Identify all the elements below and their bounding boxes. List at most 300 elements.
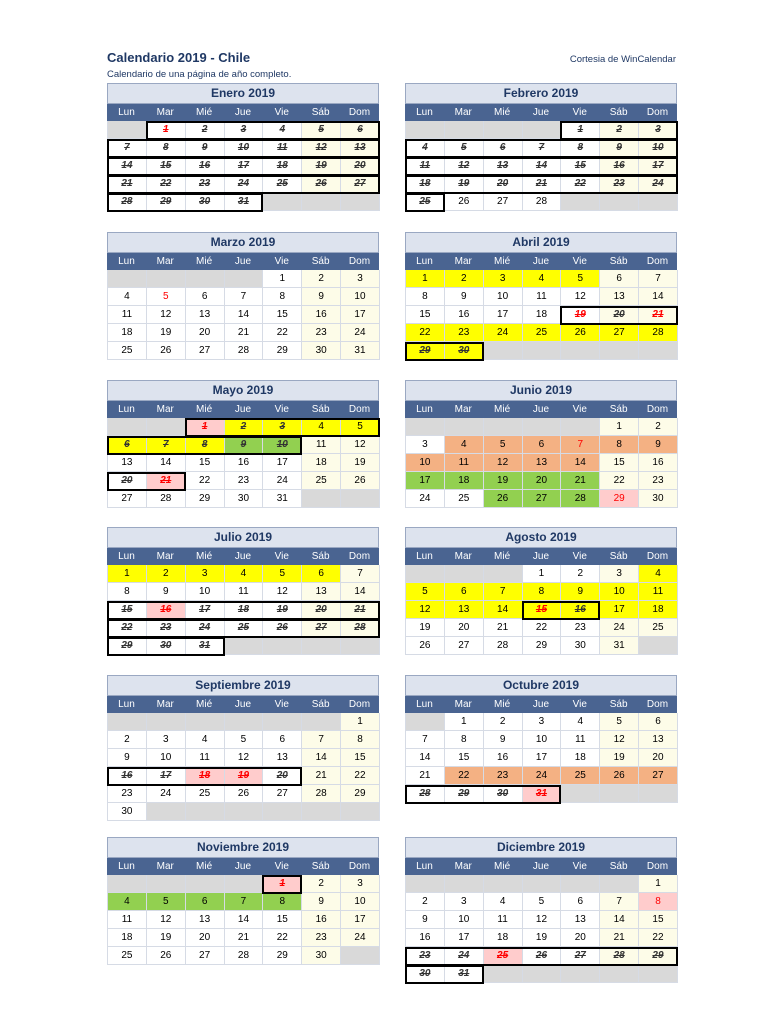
day-cell[interactable]: 17 bbox=[523, 749, 562, 767]
day-cell[interactable]: 26 bbox=[561, 324, 600, 342]
day-cell[interactable]: 25 bbox=[108, 342, 147, 360]
day-cell[interactable]: 8 bbox=[186, 436, 225, 454]
day-cell[interactable]: 29 bbox=[523, 637, 562, 655]
day-cell[interactable]: 9 bbox=[108, 749, 147, 767]
day-cell[interactable]: 11 bbox=[445, 454, 484, 472]
day-cell[interactable]: 23 bbox=[108, 785, 147, 803]
day-cell[interactable]: 28 bbox=[147, 490, 186, 508]
day-cell[interactable]: 1 bbox=[600, 418, 639, 436]
day-cell[interactable]: 26 bbox=[523, 947, 562, 965]
day-cell[interactable]: 9 bbox=[302, 288, 341, 306]
day-cell[interactable]: 22 bbox=[445, 767, 484, 785]
day-cell[interactable]: 6 bbox=[600, 270, 639, 288]
day-cell[interactable]: 3 bbox=[639, 121, 678, 139]
day-cell[interactable]: 28 bbox=[600, 947, 639, 965]
day-cell[interactable]: 6 bbox=[484, 139, 523, 157]
day-cell[interactable]: 20 bbox=[484, 175, 523, 193]
day-cell[interactable]: 22 bbox=[186, 472, 225, 490]
day-cell[interactable]: 27 bbox=[186, 947, 225, 965]
day-cell[interactable]: 29 bbox=[406, 342, 445, 360]
day-cell[interactable]: 23 bbox=[445, 324, 484, 342]
day-cell[interactable]: 14 bbox=[225, 911, 264, 929]
day-cell[interactable]: 24 bbox=[341, 324, 380, 342]
day-cell[interactable]: 11 bbox=[561, 731, 600, 749]
day-cell[interactable]: 19 bbox=[147, 929, 186, 947]
day-cell[interactable]: 7 bbox=[561, 436, 600, 454]
day-cell[interactable]: 7 bbox=[302, 731, 341, 749]
day-cell[interactable]: 23 bbox=[302, 929, 341, 947]
day-cell[interactable]: 1 bbox=[523, 565, 562, 583]
day-cell[interactable]: 30 bbox=[639, 490, 678, 508]
day-cell[interactable]: 27 bbox=[561, 947, 600, 965]
day-cell[interactable]: 3 bbox=[225, 121, 264, 139]
day-cell[interactable]: 15 bbox=[600, 454, 639, 472]
day-cell[interactable]: 6 bbox=[639, 713, 678, 731]
day-cell[interactable]: 1 bbox=[108, 565, 147, 583]
day-cell[interactable]: 10 bbox=[147, 749, 186, 767]
day-cell[interactable]: 12 bbox=[263, 583, 302, 601]
day-cell[interactable]: 26 bbox=[302, 175, 341, 193]
day-cell[interactable]: 23 bbox=[147, 619, 186, 637]
day-cell[interactable]: 1 bbox=[263, 875, 302, 893]
day-cell[interactable]: 22 bbox=[523, 619, 562, 637]
day-cell[interactable]: 23 bbox=[225, 472, 264, 490]
day-cell[interactable]: 2 bbox=[445, 270, 484, 288]
day-cell[interactable]: 30 bbox=[186, 193, 225, 211]
day-cell[interactable]: 14 bbox=[600, 911, 639, 929]
day-cell[interactable]: 11 bbox=[225, 583, 264, 601]
day-cell[interactable]: 9 bbox=[484, 731, 523, 749]
day-cell[interactable]: 8 bbox=[263, 288, 302, 306]
day-cell[interactable]: 4 bbox=[484, 893, 523, 911]
day-cell[interactable]: 3 bbox=[263, 418, 302, 436]
day-cell[interactable]: 18 bbox=[523, 306, 562, 324]
day-cell[interactable]: 26 bbox=[600, 767, 639, 785]
day-cell[interactable]: 2 bbox=[561, 565, 600, 583]
day-cell[interactable]: 24 bbox=[341, 929, 380, 947]
day-cell[interactable]: 18 bbox=[302, 454, 341, 472]
day-cell[interactable]: 25 bbox=[263, 175, 302, 193]
day-cell[interactable]: 17 bbox=[147, 767, 186, 785]
day-cell[interactable]: 2 bbox=[147, 565, 186, 583]
day-cell[interactable]: 2 bbox=[302, 270, 341, 288]
day-cell[interactable]: 2 bbox=[302, 875, 341, 893]
day-cell[interactable]: 2 bbox=[406, 893, 445, 911]
day-cell[interactable]: 4 bbox=[445, 436, 484, 454]
day-cell[interactable]: 25 bbox=[445, 490, 484, 508]
day-cell[interactable]: 14 bbox=[341, 583, 380, 601]
day-cell[interactable]: 14 bbox=[523, 157, 562, 175]
day-cell[interactable]: 22 bbox=[406, 324, 445, 342]
day-cell[interactable]: 4 bbox=[186, 731, 225, 749]
day-cell[interactable]: 13 bbox=[341, 139, 380, 157]
day-cell[interactable]: 4 bbox=[561, 713, 600, 731]
day-cell[interactable]: 29 bbox=[108, 637, 147, 655]
day-cell[interactable]: 1 bbox=[341, 713, 380, 731]
day-cell[interactable]: 15 bbox=[639, 911, 678, 929]
day-cell[interactable]: 23 bbox=[600, 175, 639, 193]
day-cell[interactable]: 21 bbox=[484, 619, 523, 637]
day-cell[interactable]: 29 bbox=[600, 490, 639, 508]
day-cell[interactable]: 14 bbox=[302, 749, 341, 767]
day-cell[interactable]: 24 bbox=[600, 619, 639, 637]
day-cell[interactable]: 19 bbox=[225, 767, 264, 785]
day-cell[interactable]: 17 bbox=[639, 157, 678, 175]
day-cell[interactable]: 24 bbox=[225, 175, 264, 193]
day-cell[interactable]: 6 bbox=[108, 436, 147, 454]
day-cell[interactable]: 6 bbox=[341, 121, 380, 139]
day-cell[interactable]: 12 bbox=[406, 601, 445, 619]
day-cell[interactable]: 30 bbox=[147, 637, 186, 655]
day-cell[interactable]: 30 bbox=[302, 342, 341, 360]
day-cell[interactable]: 7 bbox=[341, 565, 380, 583]
day-cell[interactable]: 17 bbox=[225, 157, 264, 175]
day-cell[interactable]: 27 bbox=[263, 785, 302, 803]
day-cell[interactable]: 21 bbox=[523, 175, 562, 193]
day-cell[interactable]: 31 bbox=[186, 637, 225, 655]
day-cell[interactable]: 15 bbox=[406, 306, 445, 324]
day-cell[interactable]: 3 bbox=[341, 270, 380, 288]
day-cell[interactable]: 16 bbox=[561, 601, 600, 619]
day-cell[interactable]: 27 bbox=[484, 193, 523, 211]
day-cell[interactable]: 13 bbox=[639, 731, 678, 749]
day-cell[interactable]: 9 bbox=[561, 583, 600, 601]
day-cell[interactable]: 10 bbox=[639, 139, 678, 157]
day-cell[interactable]: 4 bbox=[263, 121, 302, 139]
day-cell[interactable]: 16 bbox=[302, 306, 341, 324]
day-cell[interactable]: 27 bbox=[341, 175, 380, 193]
day-cell[interactable]: 8 bbox=[639, 893, 678, 911]
day-cell[interactable]: 24 bbox=[639, 175, 678, 193]
day-cell[interactable]: 8 bbox=[147, 139, 186, 157]
day-cell[interactable]: 3 bbox=[445, 893, 484, 911]
day-cell[interactable]: 26 bbox=[225, 785, 264, 803]
day-cell[interactable]: 10 bbox=[225, 139, 264, 157]
day-cell[interactable]: 9 bbox=[445, 288, 484, 306]
day-cell[interactable]: 20 bbox=[523, 472, 562, 490]
day-cell[interactable]: 15 bbox=[561, 157, 600, 175]
day-cell[interactable]: 21 bbox=[341, 601, 380, 619]
day-cell[interactable]: 10 bbox=[484, 288, 523, 306]
day-cell[interactable]: 8 bbox=[108, 583, 147, 601]
day-cell[interactable]: 13 bbox=[186, 306, 225, 324]
day-cell[interactable]: 28 bbox=[484, 637, 523, 655]
day-cell[interactable]: 19 bbox=[302, 157, 341, 175]
day-cell[interactable]: 9 bbox=[147, 583, 186, 601]
day-cell[interactable]: 23 bbox=[406, 947, 445, 965]
day-cell[interactable]: 7 bbox=[147, 436, 186, 454]
day-cell[interactable]: 25 bbox=[561, 767, 600, 785]
day-cell[interactable]: 8 bbox=[263, 893, 302, 911]
day-cell[interactable]: 7 bbox=[523, 139, 562, 157]
day-cell[interactable]: 26 bbox=[445, 193, 484, 211]
day-cell[interactable]: 7 bbox=[225, 893, 264, 911]
day-cell[interactable]: 14 bbox=[561, 454, 600, 472]
day-cell[interactable]: 18 bbox=[561, 749, 600, 767]
day-cell[interactable]: 2 bbox=[108, 731, 147, 749]
day-cell[interactable]: 20 bbox=[600, 306, 639, 324]
day-cell[interactable]: 13 bbox=[186, 911, 225, 929]
day-cell[interactable]: 19 bbox=[341, 454, 380, 472]
day-cell[interactable]: 15 bbox=[186, 454, 225, 472]
day-cell[interactable]: 15 bbox=[445, 749, 484, 767]
day-cell[interactable]: 1 bbox=[147, 121, 186, 139]
day-cell[interactable]: 19 bbox=[406, 619, 445, 637]
day-cell[interactable]: 2 bbox=[600, 121, 639, 139]
day-cell[interactable]: 22 bbox=[108, 619, 147, 637]
day-cell[interactable]: 4 bbox=[523, 270, 562, 288]
day-cell[interactable]: 5 bbox=[445, 139, 484, 157]
day-cell[interactable]: 6 bbox=[263, 731, 302, 749]
day-cell[interactable]: 3 bbox=[147, 731, 186, 749]
day-cell[interactable]: 16 bbox=[186, 157, 225, 175]
day-cell[interactable]: 28 bbox=[108, 193, 147, 211]
day-cell[interactable]: 10 bbox=[445, 911, 484, 929]
day-cell[interactable]: 13 bbox=[561, 911, 600, 929]
day-cell[interactable]: 8 bbox=[523, 583, 562, 601]
day-cell[interactable]: 12 bbox=[484, 454, 523, 472]
day-cell[interactable]: 14 bbox=[225, 306, 264, 324]
day-cell[interactable]: 20 bbox=[263, 767, 302, 785]
day-cell[interactable]: 5 bbox=[561, 270, 600, 288]
day-cell[interactable]: 10 bbox=[341, 893, 380, 911]
day-cell[interactable]: 25 bbox=[186, 785, 225, 803]
day-cell[interactable]: 26 bbox=[484, 490, 523, 508]
day-cell[interactable]: 5 bbox=[225, 731, 264, 749]
day-cell[interactable]: 3 bbox=[186, 565, 225, 583]
day-cell[interactable]: 20 bbox=[561, 929, 600, 947]
day-cell[interactable]: 13 bbox=[445, 601, 484, 619]
day-cell[interactable]: 5 bbox=[600, 713, 639, 731]
day-cell[interactable]: 6 bbox=[186, 288, 225, 306]
day-cell[interactable]: 3 bbox=[484, 270, 523, 288]
day-cell[interactable]: 26 bbox=[263, 619, 302, 637]
day-cell[interactable]: 28 bbox=[341, 619, 380, 637]
day-cell[interactable]: 28 bbox=[302, 785, 341, 803]
day-cell[interactable]: 27 bbox=[523, 490, 562, 508]
day-cell[interactable]: 8 bbox=[600, 436, 639, 454]
day-cell[interactable]: 27 bbox=[302, 619, 341, 637]
day-cell[interactable]: 10 bbox=[600, 583, 639, 601]
day-cell[interactable]: 7 bbox=[406, 731, 445, 749]
day-cell[interactable]: 21 bbox=[406, 767, 445, 785]
day-cell[interactable]: 19 bbox=[445, 175, 484, 193]
day-cell[interactable]: 15 bbox=[263, 306, 302, 324]
day-cell[interactable]: 25 bbox=[639, 619, 678, 637]
day-cell[interactable]: 8 bbox=[561, 139, 600, 157]
day-cell[interactable]: 31 bbox=[263, 490, 302, 508]
day-cell[interactable]: 16 bbox=[445, 306, 484, 324]
day-cell[interactable]: 19 bbox=[523, 929, 562, 947]
day-cell[interactable]: 9 bbox=[600, 139, 639, 157]
day-cell[interactable]: 28 bbox=[561, 490, 600, 508]
day-cell[interactable]: 15 bbox=[263, 911, 302, 929]
day-cell[interactable]: 14 bbox=[639, 288, 678, 306]
day-cell[interactable]: 16 bbox=[225, 454, 264, 472]
day-cell[interactable]: 18 bbox=[108, 929, 147, 947]
day-cell[interactable]: 9 bbox=[302, 893, 341, 911]
day-cell[interactable]: 2 bbox=[484, 713, 523, 731]
day-cell[interactable]: 18 bbox=[263, 157, 302, 175]
day-cell[interactable]: 20 bbox=[108, 472, 147, 490]
day-cell[interactable]: 29 bbox=[341, 785, 380, 803]
day-cell[interactable]: 7 bbox=[639, 270, 678, 288]
day-cell[interactable]: 31 bbox=[600, 637, 639, 655]
day-cell[interactable]: 19 bbox=[600, 749, 639, 767]
day-cell[interactable]: 1 bbox=[406, 270, 445, 288]
day-cell[interactable]: 3 bbox=[600, 565, 639, 583]
day-cell[interactable]: 12 bbox=[561, 288, 600, 306]
day-cell[interactable]: 16 bbox=[302, 911, 341, 929]
day-cell[interactable]: 18 bbox=[406, 175, 445, 193]
day-cell[interactable]: 22 bbox=[561, 175, 600, 193]
day-cell[interactable]: 27 bbox=[639, 767, 678, 785]
credit-link[interactable]: Cortesia de WinCalendar bbox=[569, 54, 676, 65]
day-cell[interactable]: 12 bbox=[600, 731, 639, 749]
day-cell[interactable]: 6 bbox=[445, 583, 484, 601]
day-cell[interactable]: 12 bbox=[147, 911, 186, 929]
day-cell[interactable]: 28 bbox=[225, 947, 264, 965]
day-cell[interactable]: 19 bbox=[484, 472, 523, 490]
day-cell[interactable]: 13 bbox=[600, 288, 639, 306]
day-cell[interactable]: 18 bbox=[484, 929, 523, 947]
day-cell[interactable]: 5 bbox=[147, 288, 186, 306]
day-cell[interactable]: 18 bbox=[639, 601, 678, 619]
day-cell[interactable]: 27 bbox=[600, 324, 639, 342]
day-cell[interactable]: 1 bbox=[263, 270, 302, 288]
day-cell[interactable]: 30 bbox=[561, 637, 600, 655]
day-cell[interactable]: 16 bbox=[406, 929, 445, 947]
day-cell[interactable]: 27 bbox=[445, 637, 484, 655]
day-cell[interactable]: 21 bbox=[561, 472, 600, 490]
day-cell[interactable]: 26 bbox=[147, 342, 186, 360]
day-cell[interactable]: 11 bbox=[484, 911, 523, 929]
day-cell[interactable]: 3 bbox=[523, 713, 562, 731]
day-cell[interactable]: 19 bbox=[147, 324, 186, 342]
day-cell[interactable]: 16 bbox=[147, 601, 186, 619]
day-cell[interactable]: 27 bbox=[108, 490, 147, 508]
day-cell[interactable]: 21 bbox=[225, 929, 264, 947]
day-cell[interactable]: 11 bbox=[108, 306, 147, 324]
day-cell[interactable]: 24 bbox=[445, 947, 484, 965]
day-cell[interactable]: 25 bbox=[302, 472, 341, 490]
day-cell[interactable]: 12 bbox=[341, 436, 380, 454]
day-cell[interactable]: 11 bbox=[523, 288, 562, 306]
day-cell[interactable]: 5 bbox=[406, 583, 445, 601]
day-cell[interactable]: 5 bbox=[341, 418, 380, 436]
day-cell[interactable]: 28 bbox=[225, 342, 264, 360]
day-cell[interactable]: 30 bbox=[406, 965, 445, 983]
day-cell[interactable]: 24 bbox=[523, 767, 562, 785]
day-cell[interactable]: 4 bbox=[639, 565, 678, 583]
day-cell[interactable]: 11 bbox=[406, 157, 445, 175]
day-cell[interactable]: 21 bbox=[302, 767, 341, 785]
day-cell[interactable]: 31 bbox=[445, 965, 484, 983]
day-cell[interactable]: 11 bbox=[263, 139, 302, 157]
day-cell[interactable]: 8 bbox=[406, 288, 445, 306]
day-cell[interactable]: 20 bbox=[445, 619, 484, 637]
day-cell[interactable]: 11 bbox=[186, 749, 225, 767]
day-cell[interactable]: 26 bbox=[341, 472, 380, 490]
day-cell[interactable]: 12 bbox=[523, 911, 562, 929]
day-cell[interactable]: 29 bbox=[147, 193, 186, 211]
day-cell[interactable]: 16 bbox=[108, 767, 147, 785]
day-cell[interactable]: 2 bbox=[186, 121, 225, 139]
day-cell[interactable]: 21 bbox=[600, 929, 639, 947]
day-cell[interactable]: 25 bbox=[406, 193, 445, 211]
day-cell[interactable]: 12 bbox=[445, 157, 484, 175]
day-cell[interactable]: 7 bbox=[108, 139, 147, 157]
day-cell[interactable]: 28 bbox=[523, 193, 562, 211]
day-cell[interactable]: 14 bbox=[147, 454, 186, 472]
day-cell[interactable]: 21 bbox=[225, 324, 264, 342]
day-cell[interactable]: 29 bbox=[186, 490, 225, 508]
day-cell[interactable]: 20 bbox=[639, 749, 678, 767]
day-cell[interactable]: 29 bbox=[263, 947, 302, 965]
day-cell[interactable]: 1 bbox=[186, 418, 225, 436]
day-cell[interactable]: 31 bbox=[225, 193, 264, 211]
day-cell[interactable]: 28 bbox=[406, 785, 445, 803]
day-cell[interactable]: 14 bbox=[108, 157, 147, 175]
day-cell[interactable]: 7 bbox=[484, 583, 523, 601]
day-cell[interactable]: 30 bbox=[108, 803, 147, 821]
day-cell[interactable]: 12 bbox=[225, 749, 264, 767]
day-cell[interactable]: 9 bbox=[639, 436, 678, 454]
day-cell[interactable]: 31 bbox=[523, 785, 562, 803]
day-cell[interactable]: 13 bbox=[302, 583, 341, 601]
day-cell[interactable]: 7 bbox=[225, 288, 264, 306]
day-cell[interactable]: 18 bbox=[445, 472, 484, 490]
day-cell[interactable]: 5 bbox=[147, 893, 186, 911]
day-cell[interactable]: 15 bbox=[108, 601, 147, 619]
day-cell[interactable]: 31 bbox=[341, 342, 380, 360]
day-cell[interactable]: 12 bbox=[147, 306, 186, 324]
day-cell[interactable]: 30 bbox=[302, 947, 341, 965]
day-cell[interactable]: 30 bbox=[225, 490, 264, 508]
day-cell[interactable]: 20 bbox=[341, 157, 380, 175]
day-cell[interactable]: 18 bbox=[186, 767, 225, 785]
day-cell[interactable]: 25 bbox=[484, 947, 523, 965]
day-cell[interactable]: 12 bbox=[302, 139, 341, 157]
day-cell[interactable]: 1 bbox=[561, 121, 600, 139]
day-cell[interactable]: 20 bbox=[186, 324, 225, 342]
day-cell[interactable]: 6 bbox=[186, 893, 225, 911]
day-cell[interactable]: 4 bbox=[406, 139, 445, 157]
day-cell[interactable]: 23 bbox=[484, 767, 523, 785]
day-cell[interactable]: 5 bbox=[523, 893, 562, 911]
day-cell[interactable]: 15 bbox=[147, 157, 186, 175]
day-cell[interactable]: 21 bbox=[108, 175, 147, 193]
day-cell[interactable]: 19 bbox=[263, 601, 302, 619]
day-cell[interactable]: 5 bbox=[484, 436, 523, 454]
day-cell[interactable]: 6 bbox=[561, 893, 600, 911]
day-cell[interactable]: 17 bbox=[341, 306, 380, 324]
day-cell[interactable]: 16 bbox=[484, 749, 523, 767]
day-cell[interactable]: 13 bbox=[263, 749, 302, 767]
day-cell[interactable]: 17 bbox=[186, 601, 225, 619]
day-cell[interactable]: 15 bbox=[523, 601, 562, 619]
day-cell[interactable]: 22 bbox=[341, 767, 380, 785]
day-cell[interactable]: 10 bbox=[341, 288, 380, 306]
day-cell[interactable]: 8 bbox=[341, 731, 380, 749]
day-cell[interactable]: 28 bbox=[639, 324, 678, 342]
day-cell[interactable]: 22 bbox=[639, 929, 678, 947]
day-cell[interactable]: 6 bbox=[302, 565, 341, 583]
day-cell[interactable]: 26 bbox=[406, 637, 445, 655]
day-cell[interactable]: 10 bbox=[406, 454, 445, 472]
day-cell[interactable]: 10 bbox=[523, 731, 562, 749]
day-cell[interactable]: 11 bbox=[639, 583, 678, 601]
